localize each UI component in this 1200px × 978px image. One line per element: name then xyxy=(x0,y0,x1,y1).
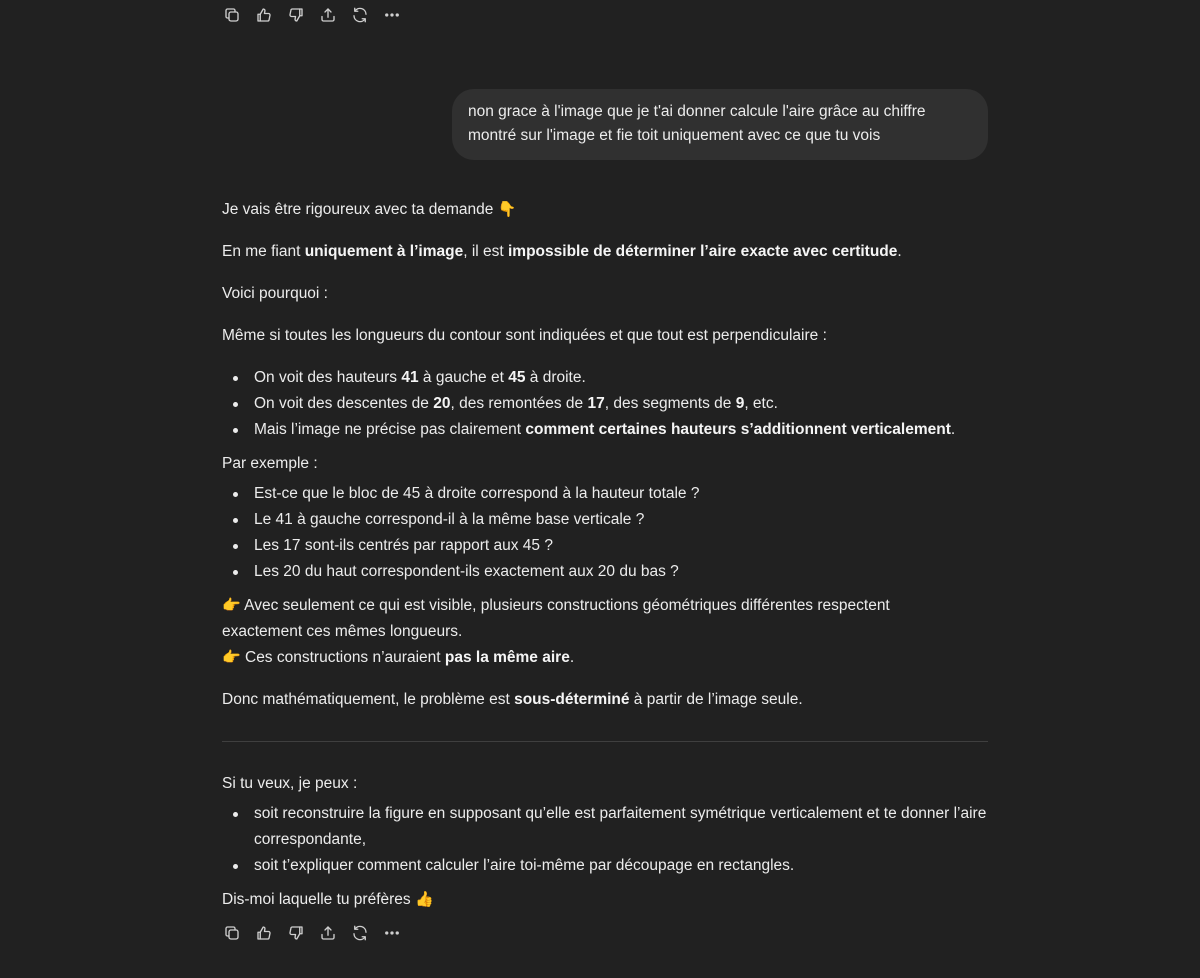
bottom-action-bar xyxy=(222,923,402,943)
user-message-line: montré sur l'image et fie toit uniquement avec ce que tu vois xyxy=(468,127,881,144)
pointing-right-emoji: 👉 xyxy=(222,649,241,666)
assistant-message xyxy=(222,197,988,913)
bold-text: 9 xyxy=(735,395,745,412)
text: Mais l’image ne précise pas clairement xyxy=(254,421,526,438)
assistant-paragraph: Voici pourquoi : xyxy=(222,285,328,302)
thumbs-up-button[interactable] xyxy=(254,923,274,943)
regenerate-button[interactable] xyxy=(350,923,370,943)
share-button[interactable] xyxy=(318,5,338,25)
intro-text: Je vais être rigoureux avec ta demande xyxy=(222,201,494,218)
regenerate-icon xyxy=(351,6,369,24)
list-item xyxy=(254,391,988,417)
bold-text: comment certaines hauteurs s’additionnent verticalement xyxy=(525,421,951,438)
list-item: soit reconstruire la figure en supposant qu’elle est parfaitement symétrique verticalement et te donner l’aire correspondante, xyxy=(254,801,988,853)
list-item: Les 20 du haut correspondent-ils exactement aux 20 du bas ? xyxy=(254,559,988,585)
thumbs-down-button[interactable] xyxy=(286,923,306,943)
thumbs-up-button[interactable] xyxy=(254,5,274,25)
list-item: Les 17 sont-ils centrés par rapport aux 45 ? xyxy=(254,533,988,559)
user-message-bubble xyxy=(452,89,988,160)
assistant-paragraph xyxy=(222,687,988,713)
assistant-paragraph: Par exemple : xyxy=(222,455,318,472)
text: , il est xyxy=(463,243,508,260)
assistant-paragraph: Si tu veux, je peux : xyxy=(222,775,358,792)
bullet-list xyxy=(222,365,988,443)
assistant-paragraph xyxy=(222,593,988,671)
top-action-bar xyxy=(222,5,402,25)
regenerate-button[interactable] xyxy=(350,5,370,25)
more-options-button[interactable] xyxy=(382,923,402,943)
text: On voit des hauteurs xyxy=(254,369,402,386)
list-item: Est-ce que le bloc de 45 à droite correspond à la hauteur totale ? xyxy=(254,481,988,507)
pointing-down-emoji: 👇 xyxy=(497,201,517,218)
text: , des remontées de xyxy=(450,395,588,412)
thumbs-up-icon xyxy=(255,924,273,942)
bold-text: 17 xyxy=(587,395,605,412)
list-item: Le 41 à gauche correspond-il à la même base verticale ? xyxy=(254,507,988,533)
regenerate-icon xyxy=(351,924,369,942)
bold-text: uniquement à l’image xyxy=(304,243,464,260)
copy-button[interactable] xyxy=(222,5,242,25)
share-button[interactable] xyxy=(318,923,338,943)
thumbs-up-emoji: 👍 xyxy=(414,891,434,908)
share-icon xyxy=(319,6,337,24)
text: . xyxy=(569,649,575,666)
text: à gauche et xyxy=(418,369,509,386)
copy-icon xyxy=(223,6,241,24)
assistant-paragraph xyxy=(222,887,988,913)
thumbs-down-button[interactable] xyxy=(286,5,306,25)
bold-text: sous-déterminé xyxy=(514,691,630,708)
text: , etc. xyxy=(744,395,778,412)
divider xyxy=(222,741,988,742)
copy-button[interactable] xyxy=(222,923,242,943)
closing-text: Dis-moi laquelle tu préfères xyxy=(222,891,411,908)
list-item xyxy=(254,365,988,391)
assistant-paragraph xyxy=(222,239,988,265)
text: En me fiant xyxy=(222,243,305,260)
text: à partir de l’image seule. xyxy=(629,691,803,708)
bold-text: 41 xyxy=(401,369,419,386)
share-icon xyxy=(319,924,337,942)
assistant-paragraph xyxy=(222,197,988,223)
text: . xyxy=(897,243,902,260)
bold-text: pas la même aire xyxy=(444,649,570,666)
user-message-line: non grace à l'image que je t'ai donner calcule l'aire grâce au chiffre xyxy=(468,103,926,120)
text: On voit des descentes de xyxy=(254,395,434,412)
list-item xyxy=(254,417,988,443)
text: Ces constructions n’auraient xyxy=(240,649,445,666)
pointing-right-emoji: 👉 xyxy=(222,597,241,614)
more-options-button[interactable] xyxy=(382,5,402,25)
text: . xyxy=(950,421,956,438)
thumbs-up-icon xyxy=(255,6,273,24)
bold-text: impossible de déterminer l’aire exacte avec certitude xyxy=(508,243,898,260)
thumbs-down-icon xyxy=(287,6,305,24)
text: à droite. xyxy=(525,369,586,386)
text: exactement ces mêmes longueurs. xyxy=(222,623,463,640)
more-icon xyxy=(383,924,401,942)
bullet-list xyxy=(222,801,988,879)
bullet-list xyxy=(222,481,988,585)
list-item: soit t’expliquer comment calculer l’aire toi-même par découpage en rectangles. xyxy=(254,853,988,879)
copy-icon xyxy=(223,924,241,942)
more-icon xyxy=(383,6,401,24)
thumbs-down-icon xyxy=(287,924,305,942)
bold-text: 20 xyxy=(433,395,451,412)
text: Avec seulement ce qui est visible, plusieurs constructions géométriques différentes respectent xyxy=(240,597,890,614)
bold-text: 45 xyxy=(508,369,526,386)
text: , des segments de xyxy=(604,395,736,412)
assistant-paragraph: Même si toutes les longueurs du contour sont indiquées et que tout est perpendiculaire : xyxy=(222,327,827,344)
text: Donc mathématiquement, le problème est xyxy=(222,691,515,708)
